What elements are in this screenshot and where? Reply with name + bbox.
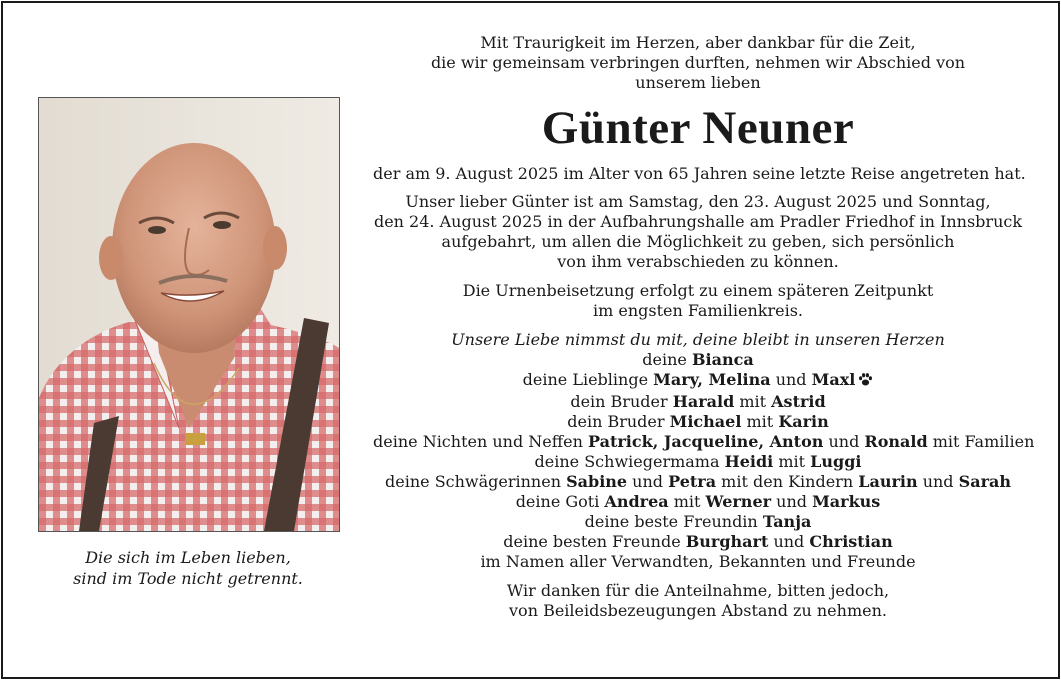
viewing-line: aufgebahrt, um allen die Möglichkeit zu geben, sich persönlich xyxy=(441,232,955,251)
mourner-name: Sarah xyxy=(958,472,1011,491)
closing-line: von Beileidsbezeugungen Abstand zu nehmen. xyxy=(509,601,887,620)
mourner-name: Christian xyxy=(809,532,893,551)
mourner-line: deine Bianca xyxy=(642,350,754,369)
mourner-name: Bianca xyxy=(691,350,754,369)
deceased-name: Günter Neuner xyxy=(541,102,855,154)
mourner-name: Sabine xyxy=(566,472,628,491)
closing-line: Wir danken für die Anteilnahme, bitten jedoch, xyxy=(506,581,890,600)
mourner-line: dein Bruder Harald mit Astrid xyxy=(570,392,826,411)
mourner-name: Heidi xyxy=(724,452,774,471)
mourner-line: deine Nichten und Neffen Patrick, Jacqueline, Anton und Ronald mit Familien xyxy=(373,432,1035,451)
mourner-line: dein Bruder Michael mit Karin xyxy=(567,412,829,431)
mourner-line: deine Lieblinge Mary, Melina und Maxl xyxy=(373,370,1023,392)
intro-line: die wir gemeinsam verbringen durften, nehmen wir Abschied von xyxy=(430,53,966,72)
mourner-name: Patrick, Jacqueline, Anton xyxy=(588,432,824,451)
mourner-name: Michael xyxy=(669,412,742,431)
mourner-name: Andrea xyxy=(604,492,669,511)
mourner-line: deine beste Freundin Tanja xyxy=(584,512,812,531)
mourner-name: Markus xyxy=(812,492,881,511)
mourner-name: Petra xyxy=(668,472,717,491)
mourner-line: deine Schwägerinnen Sabine und Petra mit den Kindern Laurin und Sarah xyxy=(385,472,1011,491)
burial-line: Die Urnenbeisetzung erfolgt zu einem späteren Zeitpunkt xyxy=(462,281,934,300)
mourner-name: Ronald xyxy=(864,432,928,451)
mourner-line: deine Goti Andrea mit Werner und Markus xyxy=(515,492,881,511)
caption-line: Die sich im Leben lieben, xyxy=(85,548,291,567)
mourner-name: Maxl xyxy=(811,370,856,389)
photo-caption xyxy=(38,547,338,589)
mourner-name: Laurin xyxy=(858,472,918,491)
viewing-line: den 24. August 2025 in der Aufbahrungshalle am Pradler Friedhof in Innsbruck xyxy=(373,212,1023,231)
burial-line: im engsten Familienkreis. xyxy=(593,301,803,320)
obituary-text xyxy=(373,33,1035,621)
portrait-photo xyxy=(38,97,340,532)
mourner-name: Mary, Melina xyxy=(653,370,771,389)
death-announcement: der am 9. August 2025 im Alter von 65 Jahren seine letzte Reise angetreten hat. xyxy=(373,164,1026,183)
intro-line: unserem lieben xyxy=(635,73,761,92)
mourner-name: Werner xyxy=(705,492,772,511)
viewing-line: von ihm verabschieden zu können. xyxy=(557,252,839,271)
mourner-name: Burghart xyxy=(685,532,769,551)
mourner-name: Astrid xyxy=(771,392,826,411)
intro-line: Mit Traurigkeit im Herzen, aber dankbar für die Zeit, xyxy=(480,33,916,52)
mourner-name: Tanja xyxy=(762,512,812,531)
mourner-name: Karin xyxy=(778,412,829,431)
viewing-line: Unser lieber Günter ist am Samstag, den 23. August 2025 und Sonntag, xyxy=(405,192,991,211)
caption-line: sind im Tode nicht getrennt. xyxy=(73,569,303,588)
mourner-name: Harald xyxy=(672,392,735,411)
mourner-line: deine Schwiegermama Heidi mit Luggi xyxy=(534,452,862,471)
mourner-name: Luggi xyxy=(810,452,862,471)
mourner-line: deine besten Freunde Burghart und Christian xyxy=(503,532,893,551)
motto: Unsere Liebe nimmst du mit, deine bleibt in unseren Herzen xyxy=(451,330,945,349)
paw-icon xyxy=(858,372,873,392)
mourner-line: im Namen aller Verwandten, Bekannten und Freunde xyxy=(480,552,916,571)
